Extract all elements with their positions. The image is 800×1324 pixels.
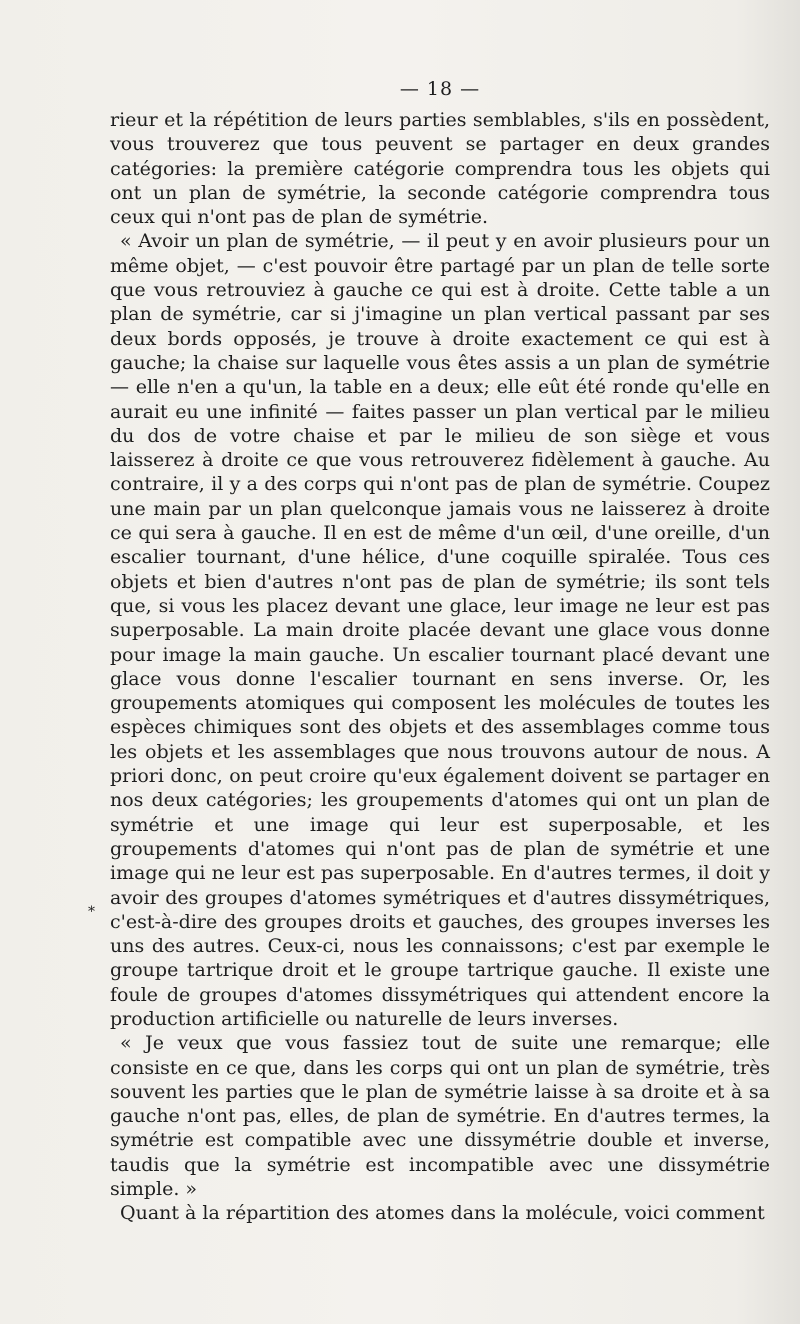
margin-marker: * (88, 904, 95, 920)
paragraph-2: « Avoir un plan de symétrie, — il peut y en avoir plusieurs pour un même objet, — c'est pouvoir être partagé par un plan de telle sorte que vous retrouviez à gauche ce qui est à droite. Cette table a un plan de symétrie, car si j'imagine un plan vertical passant par ses deux bords opposés, je trouve à droite exactement ce qui est à gauche; la chaise sur laquelle vous êtes assis a un plan de symétrie — elle n'en a qu'un, la table en a deux; elle eût été ronde qu'elle en aurait eu une infinité — faites passer un plan vertical par le milieu du dos de votre chaise et par le milieu de son siège et vous laisserez à droite ce que vous retrouverez fidèlement à gauche. Au contraire, il y a des corps qui n'ont pas de plan de symétrie. Coupez une main par un plan quelconque jamais vous ne laisserez à droite ce qui sera à gauche. Il en est de même d'un œil, d'une oreille, d'un escalier tournant, d'une hélice, d'une coquille spiralée. Tous ces objets et bien d'autres n'ont pas de plan de symétrie; ils sont tels que, si vous les placez devant une glace, leur image ne leur est pas superposable. La main droite placée devant une glace vous donne pour image la main gauche. Un escalier tournant placé devant une glace vous donne l'escalier tournant en sens inverse. Or, les groupements atomiques qui composent les molécules de toutes les espèces chimiques sont des objets et des assemblages comme tous les objets et les assemblages que nous trouvons autour de nous. A priori donc, on peut croire qu'eux également doivent se partager en nos deux catégories; les groupements d'atomes qui ont un plan de symétrie et une image qui leur est superposable, et les groupements d'atomes qui n'ont pas de plan de symétrie et une image qui ne leur est pas superposable. En d'autres termes, il doit y avoir des groupes d'atomes symétriques et d'autres dissymétriques, c'est-à-dire des groupes droits et gauches, des groupes inverses les uns des autres. Ceux-ci, nous les connaissons; c'est par exemple le groupe tartrique droit et le groupe tartrique gauche. Il existe une foule de groupes d'atomes dissymétriques qui attendent encore la production artificielle ou naturelle de leurs inverses. (110, 230, 770, 1030)
paragraph-1: rieur et la répétition de leurs parties semblables, s'ils en possèdent, vous trouverez que tous peuvent se partager en deux grandes catégories: la première catégorie comprendra tous les objets qui ont un plan de symétrie, la seconde catégorie comprendra tous ceux qui n'ont pas de plan de symétrie. (110, 109, 770, 229)
paragraph-4: Quant à la répartition des atomes dans la molécule, voici comment (120, 1202, 765, 1225)
page-number: — 18 — (399, 78, 481, 100)
body-text (110, 108, 770, 1226)
paragraph-3: « Je veux que vous fassiez tout de suite une remarque; elle consiste en ce que, dans les corps qui ont un plan de symétrie, très souvent les parties que le plan de symétrie laisse à sa droite et à sa gauche n'ont pas, elles, de plan de symétrie. En d'autres termes, la symétrie est compatible avec une dissymétrie double et inverse, taudis que la symétrie est incompatible avec une dissymétrie simple. » (110, 1032, 770, 1201)
